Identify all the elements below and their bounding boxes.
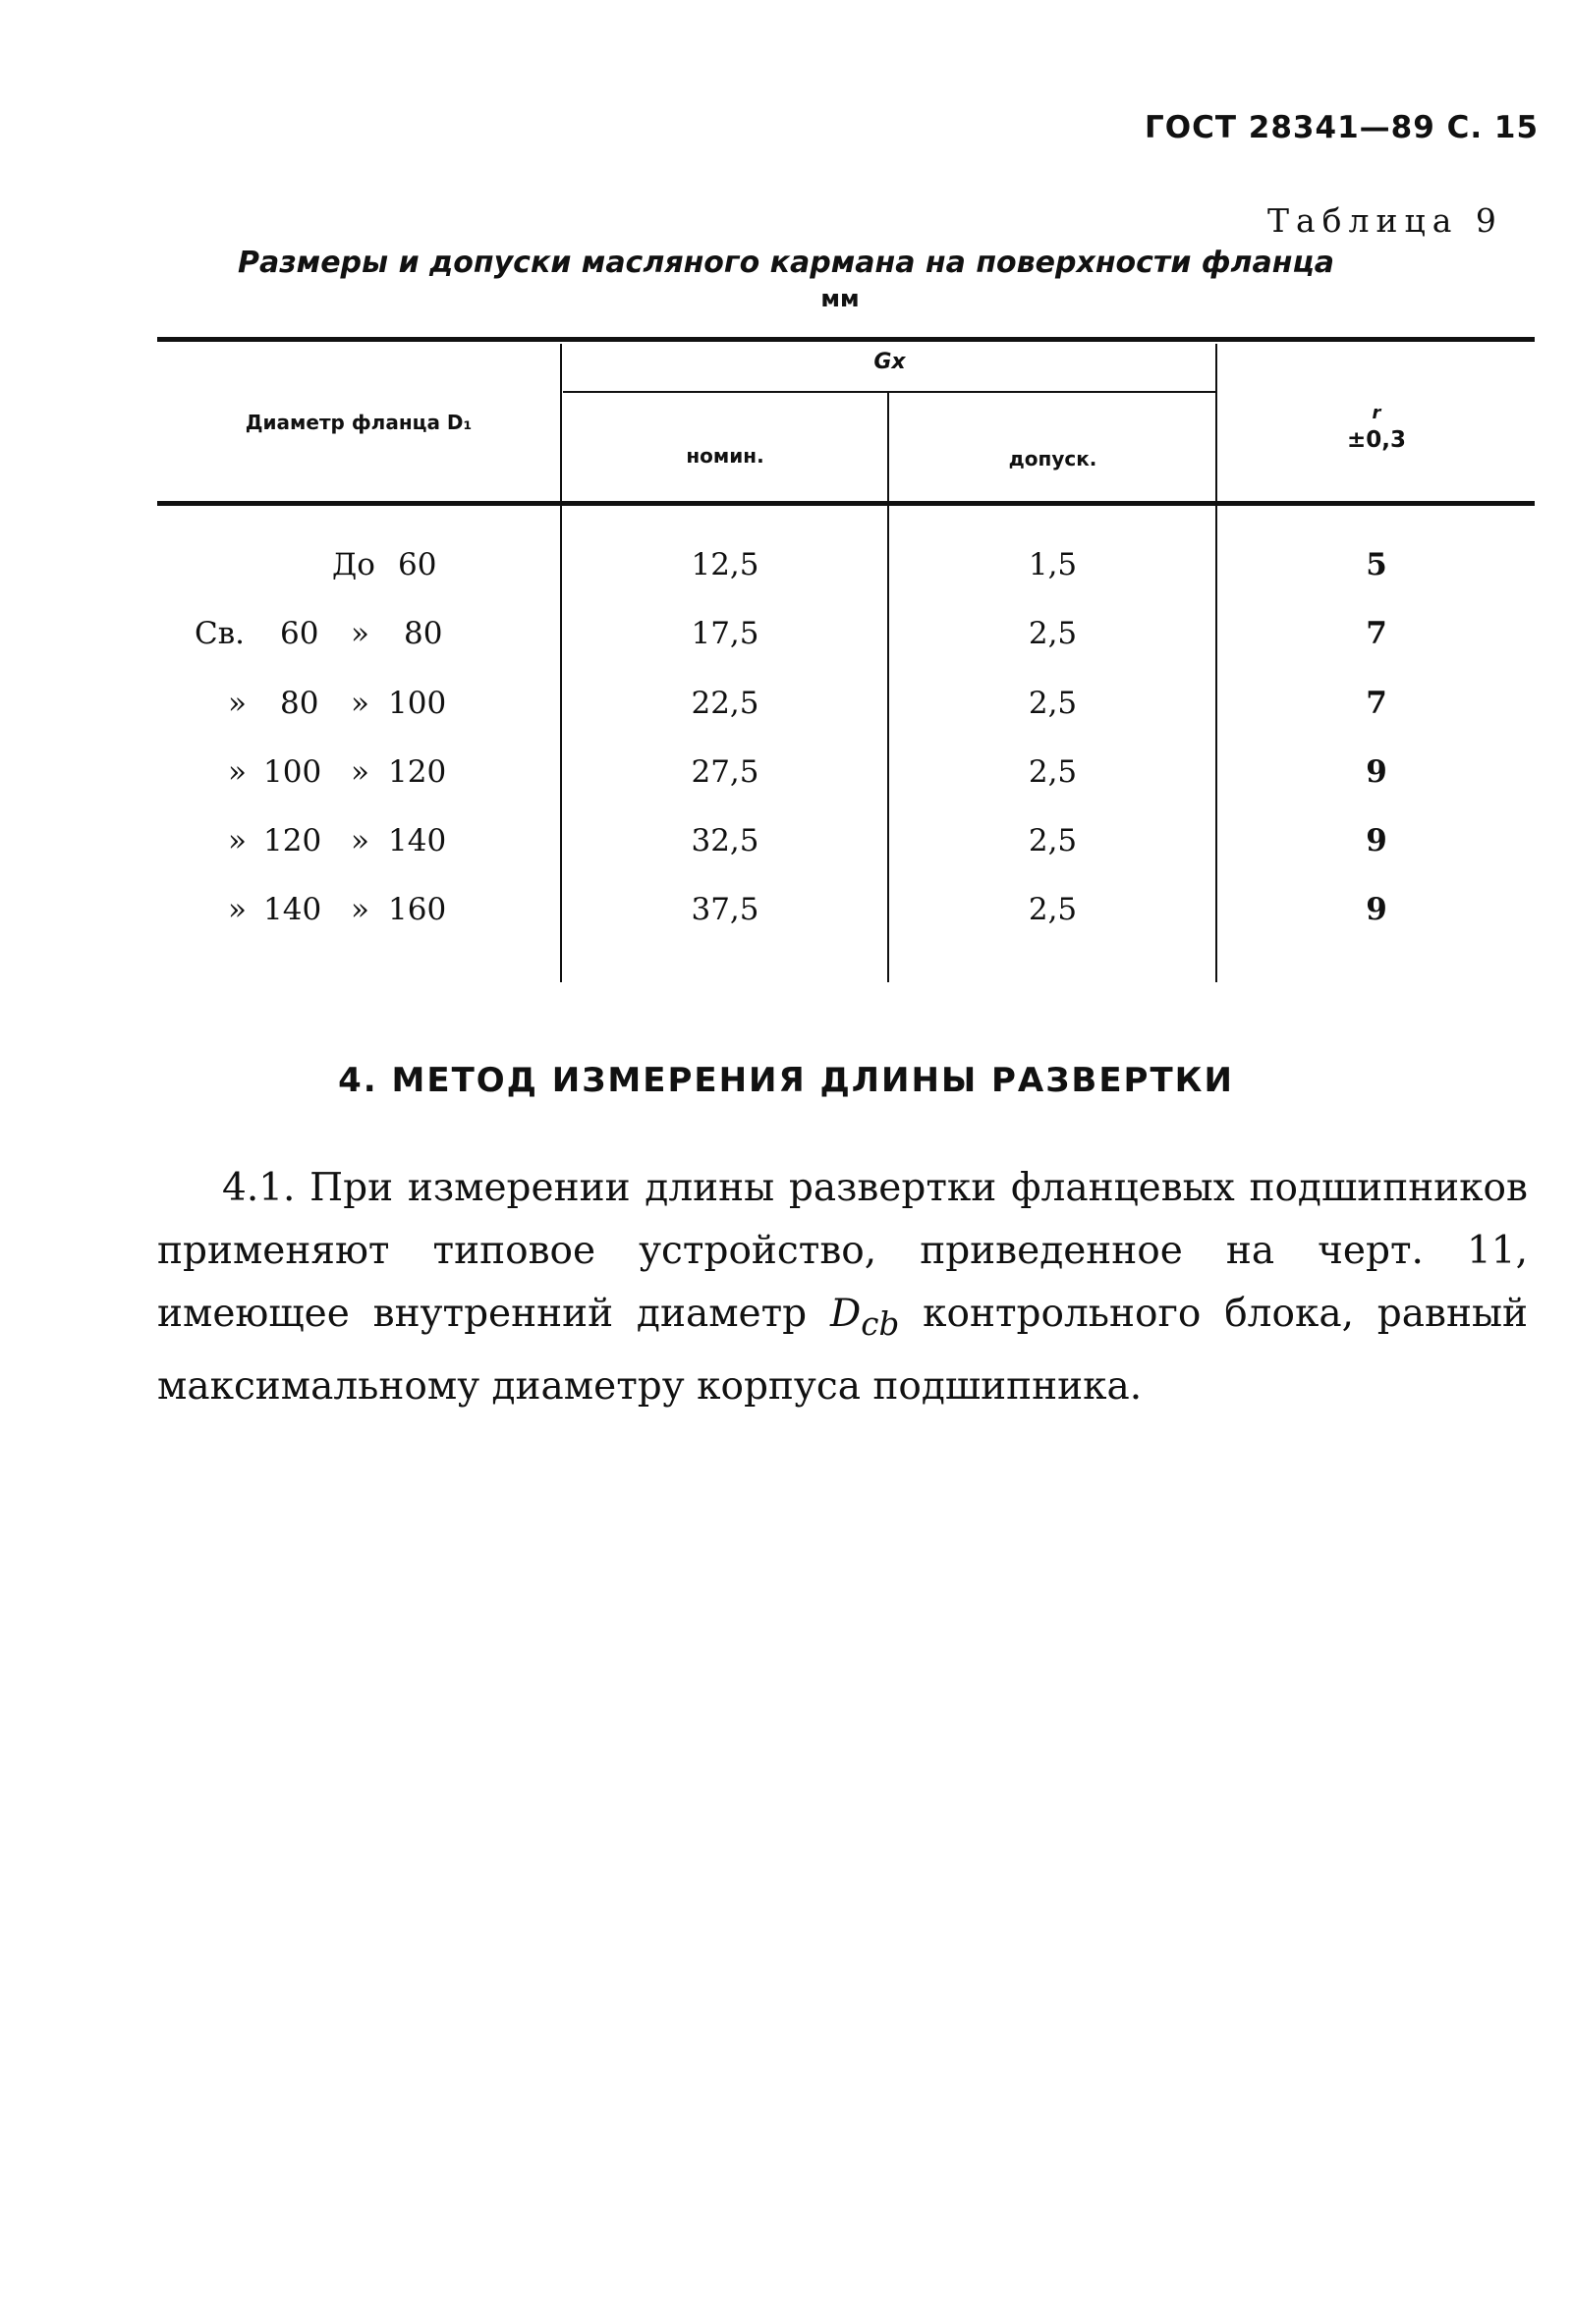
range-to: 100 — [388, 686, 447, 721]
range-separator: » — [351, 686, 369, 721]
range-separator: » — [351, 823, 369, 858]
tolerance-value: 1,5 — [1028, 547, 1078, 582]
tolerance-value: 2,5 — [1028, 616, 1078, 651]
nominal-value: 22,5 — [691, 686, 759, 721]
range-separator: » — [351, 616, 369, 651]
r-value: 7 — [1366, 616, 1387, 651]
range-to: 80 — [404, 616, 443, 651]
range-prefix: » — [228, 823, 247, 858]
range-to: 60 — [398, 547, 437, 582]
header-nominal: номин. — [686, 444, 764, 468]
range-prefix: » — [228, 892, 247, 927]
table-title: Размеры и допуски масляного кармана на поверхности фланца — [238, 246, 1334, 280]
range-from: 120 — [263, 823, 322, 858]
paragraph-start: 4.1. При измерении длины развертки фланцевых подшипников применяют типовое устройство, приведенное на черт. 11, имеющее внутренний диаметр — [157, 1166, 1528, 1336]
r-value: 9 — [1366, 892, 1387, 927]
paragraph-end: контрольного блока, равный максимальному диаметру корпуса подшипника. — [157, 1292, 1528, 1409]
header-diameter: Диаметр фланца D₁ — [245, 411, 473, 434]
r-value: 5 — [1366, 547, 1387, 582]
range-separator: » — [351, 892, 369, 927]
nominal-value: 12,5 — [691, 547, 759, 582]
range-from: 140 — [263, 892, 322, 927]
header-r-tolerance: ±0,3 — [1346, 427, 1406, 453]
range-separator: » — [351, 754, 369, 790]
nominal-value: 37,5 — [691, 892, 759, 927]
range-from: 80 — [280, 686, 319, 721]
range-prefix: » — [228, 754, 247, 790]
section-paragraph — [157, 1157, 1528, 1418]
table-top-rule — [157, 337, 1535, 342]
tolerance-value: 2,5 — [1028, 823, 1078, 858]
r-value: 7 — [1366, 686, 1387, 721]
range-to: 140 — [388, 823, 447, 858]
range-prefix: До — [332, 547, 375, 582]
tolerance-value: 2,5 — [1028, 754, 1078, 790]
group-header-rule — [563, 391, 1216, 393]
page-header: ГОСТ 28341—89 С. 15 — [1145, 110, 1540, 145]
header-group-gx: Gx — [873, 350, 906, 374]
r-value: 9 — [1366, 754, 1387, 790]
table-unit: мм — [820, 285, 860, 312]
nominal-value: 27,5 — [691, 754, 759, 790]
range-prefix: Св. — [195, 616, 246, 651]
header-tolerance: допуск. — [1008, 447, 1097, 470]
tolerance-value: 2,5 — [1028, 686, 1078, 721]
section-heading: 4. МЕТОД ИЗМЕРЕНИЯ ДЛИНЫ РАЗВЕРТКИ — [338, 1061, 1234, 1100]
column-divider-1 — [560, 344, 562, 982]
range-to: 120 — [388, 754, 447, 790]
nominal-value: 32,5 — [691, 823, 759, 858]
header-r: r — [1372, 403, 1381, 423]
range-from: 100 — [263, 754, 322, 790]
tolerance-value: 2,5 — [1028, 892, 1078, 927]
symbol-dcb: $D_{cb}$ — [829, 1292, 900, 1343]
column-divider-3 — [1215, 344, 1217, 982]
table-header-bottom-rule — [157, 501, 1535, 506]
nominal-value: 17,5 — [691, 616, 759, 651]
range-prefix: » — [228, 686, 247, 721]
range-from: 60 — [280, 616, 319, 651]
range-to: 160 — [388, 892, 447, 927]
table-label: Таблица 9 — [1267, 201, 1503, 240]
r-value: 9 — [1366, 823, 1387, 858]
